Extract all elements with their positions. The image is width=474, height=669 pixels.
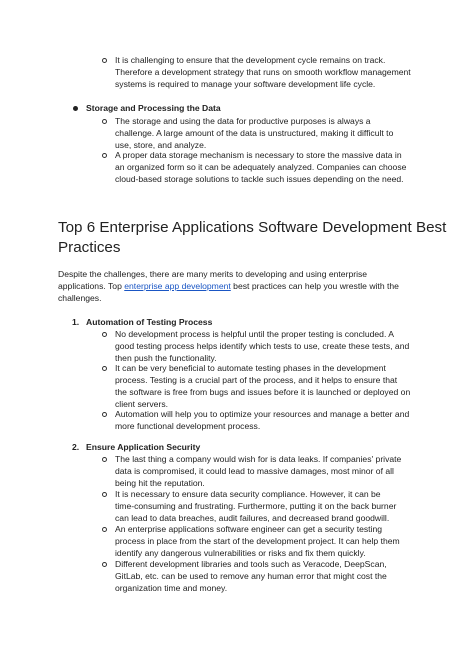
section-heading: Automation of Testing Process <box>86 317 213 327</box>
bullet-line: It is necessary to ensure data security compliance. However, it can be <box>115 489 381 499</box>
paragraph-line: Despite the challenges, there are many merits to developing and using enterprise <box>58 269 368 279</box>
bullet-line: An enterprise applications software engineer can get a security testing <box>115 524 383 534</box>
bullet-line: good testing process helps identify which tests to use, create these tests, and <box>115 341 410 351</box>
paragraph-line: challenges. <box>58 293 102 303</box>
bullet-line: Different development libraries and tools such as Veracode, DeepScan, <box>115 559 387 569</box>
bullet-marker <box>73 106 78 111</box>
bullet-line: Automation will help you to optimize your resources and manage a better and <box>115 409 410 419</box>
sub-bullet-marker <box>102 562 107 567</box>
bullet-line: then push the functionality. <box>115 353 217 363</box>
paragraph-text: applications. Top <box>58 281 125 291</box>
bullet-line: process in place from the start of the development project. It can help them <box>115 536 400 546</box>
bullet-line: client servers. <box>115 399 169 409</box>
bullet-line: It can be very beneficial to automate testing phases in the development <box>115 363 386 373</box>
sub-bullet-marker <box>102 119 107 124</box>
bullet-line: more functional development process. <box>115 421 261 431</box>
bullet-line: time-consuming and frustrating. Furthermore, putting it on the back burner <box>115 501 397 511</box>
list-number: 1. <box>72 317 80 327</box>
bullet-line: The last thing a company would wish for is data leaks. If companies' private <box>115 454 402 464</box>
sub-bullet-marker <box>102 457 107 462</box>
bullet-line: No development process is helpful until the proper testing is concluded. A <box>115 329 394 339</box>
list-number: 2. <box>72 442 80 452</box>
bullet-line: data is compromised, it could lead to massive damages, most minor of all <box>115 466 394 476</box>
bullet-line: systems is required to manage your software development life cycle. <box>115 79 376 89</box>
bullet-line: can lead to data breaches, audit failures, and decreased brand goodwill. <box>115 513 390 523</box>
sub-bullet-marker <box>102 492 107 497</box>
sub-bullet-marker <box>102 366 107 371</box>
bullet-line: challenge. A large amount of the data is unstructured, making it difficult to <box>115 128 394 138</box>
bullet-line: an organized form so it can be adequately analyzed. Companies can choose <box>115 162 407 172</box>
enterprise-app-development-link[interactable]: enterprise app development <box>124 281 231 291</box>
bullet-line: Therefore a development strategy that runs on smooth workflow management <box>115 67 411 77</box>
bullet-line: The storage and using the data for productive purposes is always a <box>115 116 371 126</box>
sub-bullet-marker <box>102 527 107 532</box>
bullet-line: cloud-based storage solutions to tackle such issues depending on the need. <box>115 174 404 184</box>
section-heading: Storage and Processing the Data <box>86 103 221 113</box>
paragraph-line <box>58 280 399 292</box>
sub-bullet-marker <box>102 58 107 63</box>
bullet-line: identify any dangerous vulnerabilities or risks and fix them quickly. <box>115 548 366 558</box>
bullet-line: organization time and money. <box>115 583 228 593</box>
bullet-line: A proper data storage mechanism is necessary to store the massive data in <box>115 150 402 160</box>
sub-bullet-marker <box>102 412 107 417</box>
bullet-line: process. Testing is a crucial part of the process, and it helps to ensure that <box>115 375 398 385</box>
page-title: Top 6 Enterprise Applications Software Development Best <box>58 219 447 236</box>
bullet-line: the software is free from bugs and issues before it is launched or deployed on <box>115 387 411 397</box>
sub-bullet-marker <box>102 332 107 337</box>
bullet-line: being hit the reputation. <box>115 478 205 488</box>
bullet-line: use, store, and analyze. <box>115 140 207 150</box>
bullet-line: GitLab, etc. can be used to remove any human error that might cost the <box>115 571 387 581</box>
bullet-line: It is challenging to ensure that the development cycle remains on track. <box>115 55 386 65</box>
paragraph-text: best practices can help you wrestle with the <box>230 281 399 291</box>
sub-bullet-marker <box>102 153 107 158</box>
page-title: Practices <box>58 239 121 256</box>
section-heading: Ensure Application Security <box>86 442 201 452</box>
